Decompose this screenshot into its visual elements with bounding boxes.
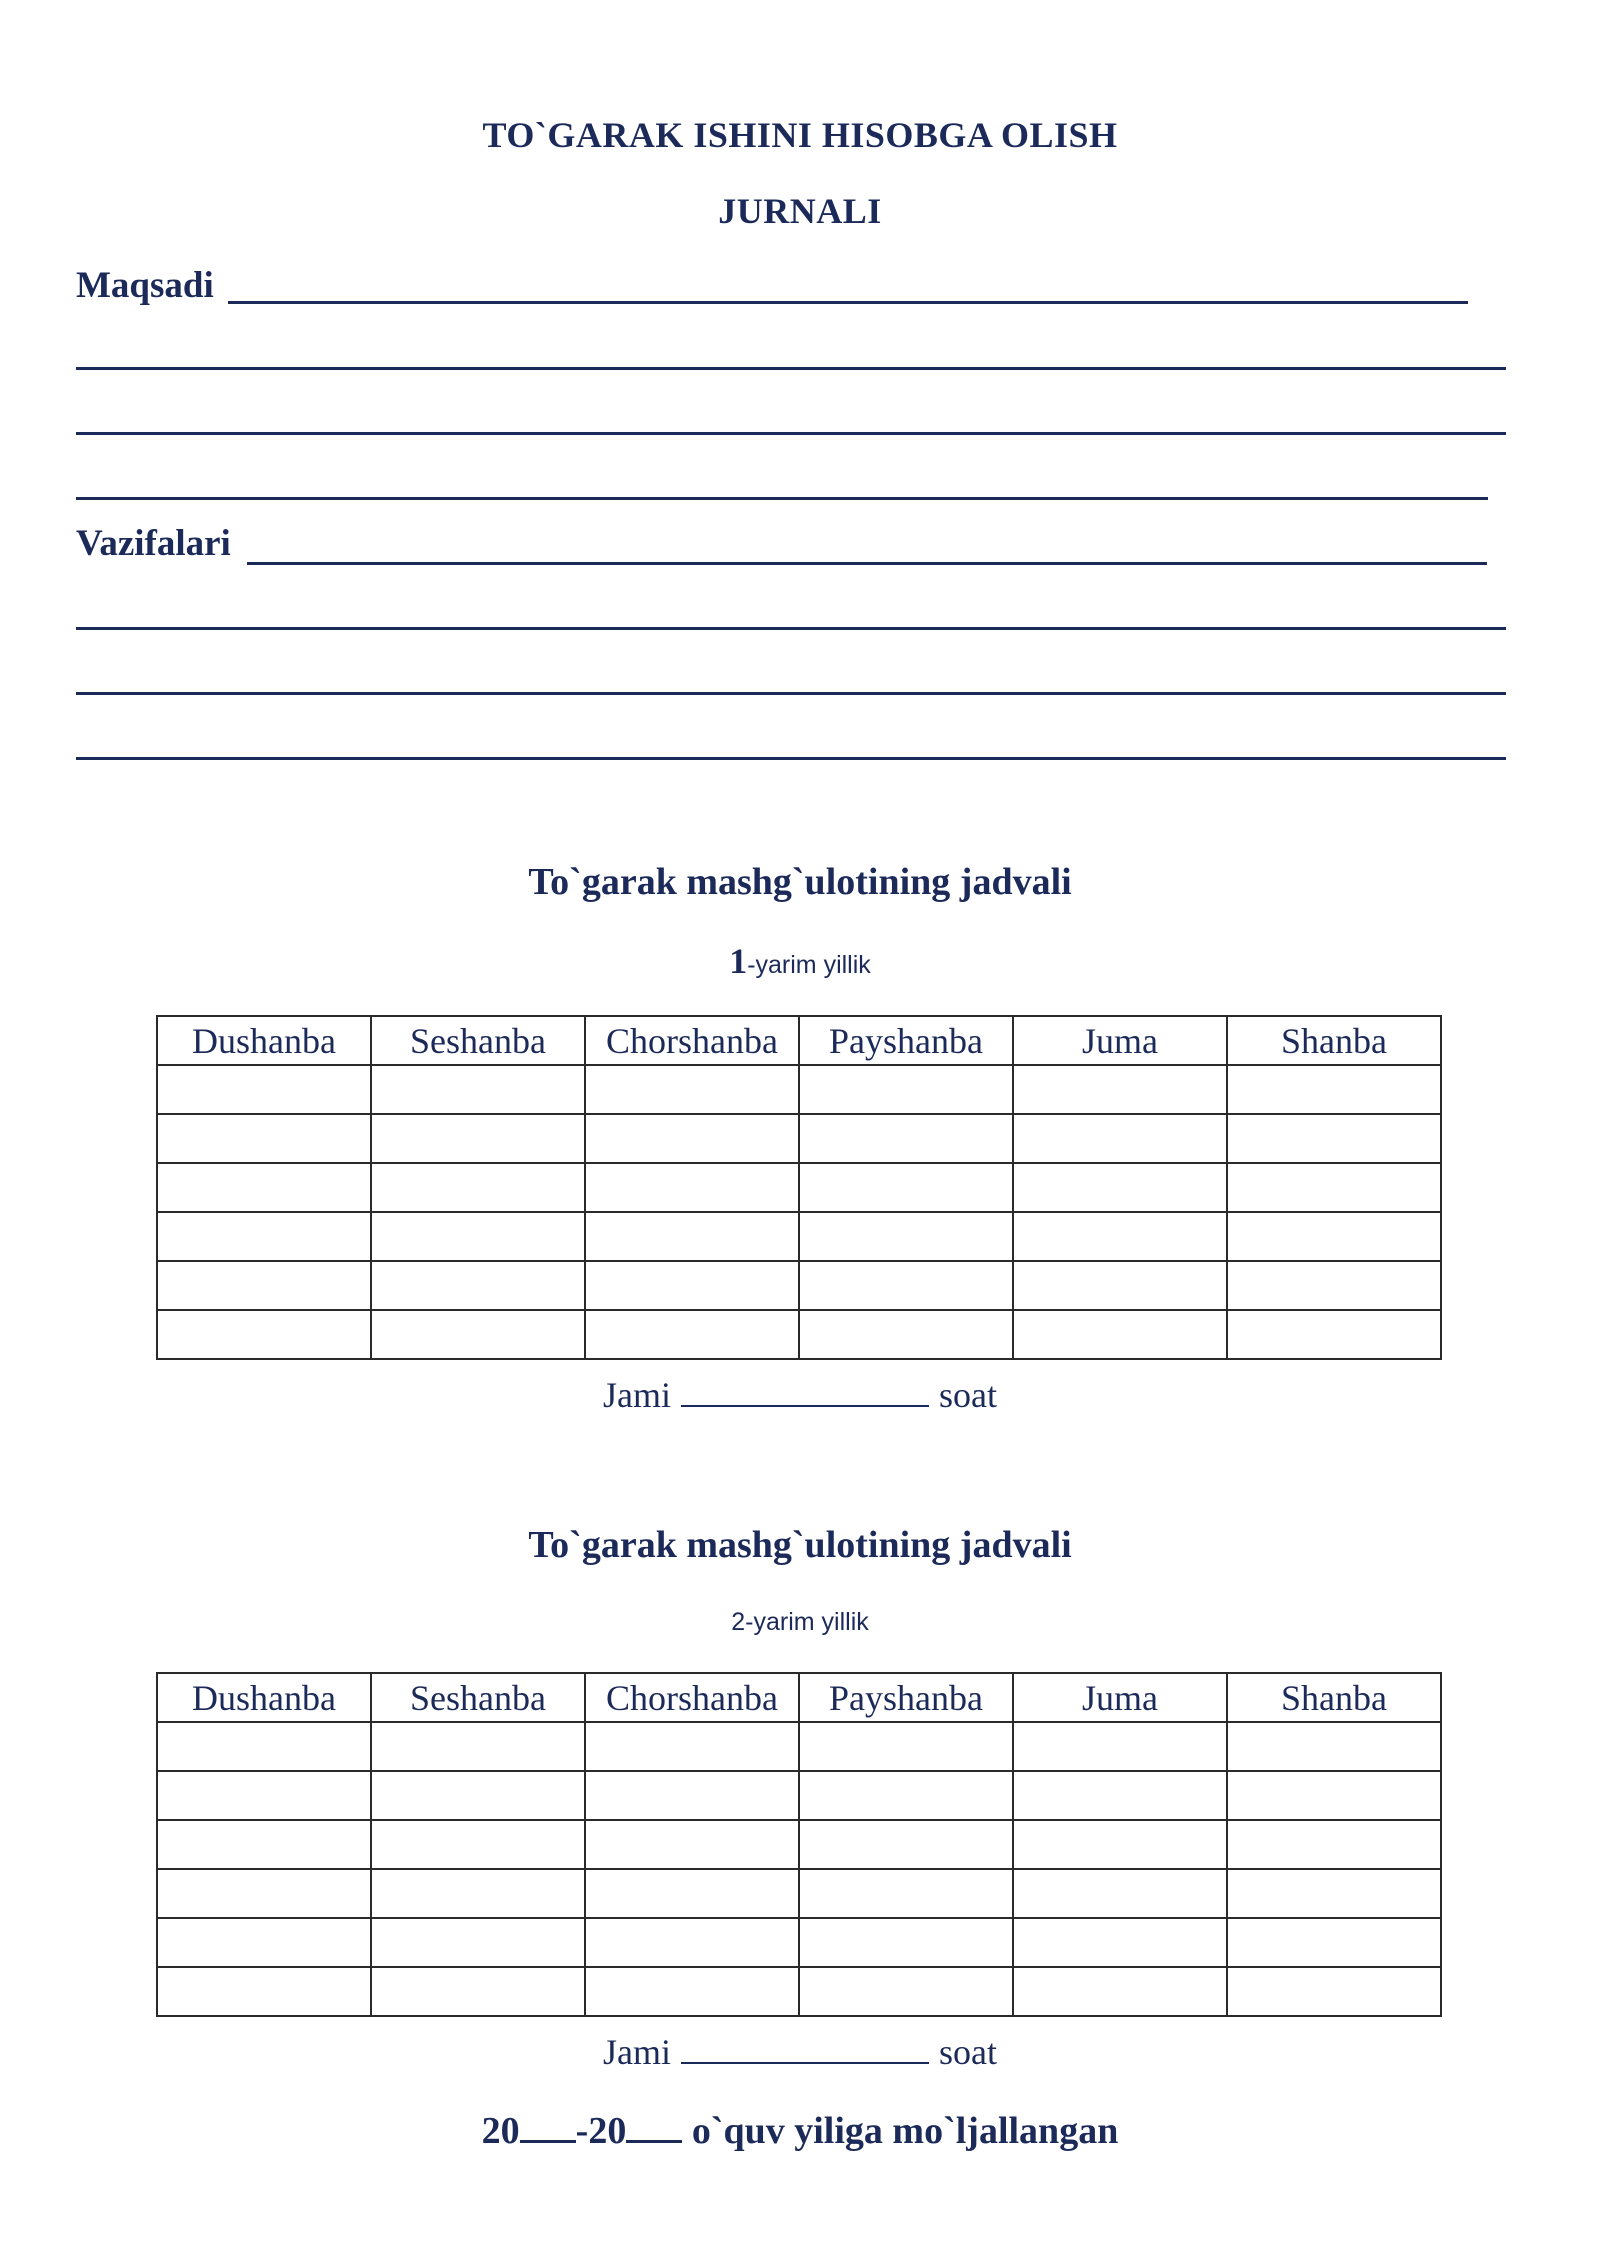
schedule1-body bbox=[157, 1065, 1441, 1359]
schedule-cell[interactable] bbox=[585, 1771, 799, 1820]
schedule2-title: To`garak mashg`ulotining jadvali bbox=[528, 1524, 1072, 1566]
schedule1-title: To`garak mashg`ulotining jadvali bbox=[528, 861, 1072, 903]
goal-line-2[interactable] bbox=[76, 367, 1506, 370]
academic-year-line bbox=[0, 2109, 1600, 2153]
schedule-cell[interactable] bbox=[157, 1771, 371, 1820]
schedule-cell[interactable] bbox=[585, 1163, 799, 1212]
schedule-cell[interactable] bbox=[157, 1163, 371, 1212]
schedule-cell[interactable] bbox=[585, 1820, 799, 1869]
schedule-cell[interactable] bbox=[799, 1918, 1013, 1967]
schedule-cell[interactable] bbox=[799, 1163, 1013, 1212]
table-row bbox=[157, 1967, 1441, 2016]
schedule2-day-header: Juma bbox=[1013, 1673, 1227, 1722]
schedule-cell[interactable] bbox=[157, 1065, 371, 1114]
schedule-cell[interactable] bbox=[1227, 1918, 1441, 1967]
table-row bbox=[157, 1310, 1441, 1359]
schedule2-total-unit: soat bbox=[939, 2032, 997, 2072]
schedule1-total bbox=[0, 1374, 1600, 1416]
schedule1-period-text: -yarim yillik bbox=[747, 951, 871, 979]
schedule2-table bbox=[156, 1672, 1442, 2017]
schedule1-day-header: Shanba bbox=[1227, 1016, 1441, 1065]
schedule-cell[interactable] bbox=[1013, 1310, 1227, 1359]
schedule-cell[interactable] bbox=[371, 1212, 585, 1261]
schedule-cell[interactable] bbox=[1013, 1114, 1227, 1163]
schedule2-total bbox=[0, 2031, 1600, 2073]
schedule-cell[interactable] bbox=[1013, 1261, 1227, 1310]
schedule-cell[interactable] bbox=[371, 1918, 585, 1967]
schedule-cell[interactable] bbox=[1013, 1212, 1227, 1261]
journal-title-line1: TO`GARAK ISHINI HISOBGA OLISH bbox=[482, 115, 1118, 155]
schedule-cell[interactable] bbox=[1013, 1918, 1227, 1967]
schedule-cell[interactable] bbox=[157, 1869, 371, 1918]
schedule2-day-header: Seshanba bbox=[371, 1673, 585, 1722]
schedule-cell[interactable] bbox=[1013, 1820, 1227, 1869]
schedule-cell[interactable] bbox=[585, 1722, 799, 1771]
schedule1-day-header: Chorshanba bbox=[585, 1016, 799, 1065]
year-mid: -20 bbox=[575, 2110, 627, 2152]
schedule-cell[interactable] bbox=[157, 1212, 371, 1261]
tasks-line-1[interactable] bbox=[247, 562, 1487, 565]
schedule-cell[interactable] bbox=[371, 1722, 585, 1771]
schedule-cell[interactable] bbox=[1013, 1722, 1227, 1771]
schedule2-day-header: Chorshanba bbox=[585, 1673, 799, 1722]
table-row bbox=[157, 1918, 1441, 1967]
schedule-cell[interactable] bbox=[799, 1722, 1013, 1771]
schedule-cell[interactable] bbox=[371, 1114, 585, 1163]
schedule-cell[interactable] bbox=[157, 1114, 371, 1163]
schedule-cell[interactable] bbox=[1227, 1869, 1441, 1918]
year-blank-1[interactable] bbox=[520, 2110, 576, 2143]
table-row bbox=[157, 1163, 1441, 1212]
schedule-cell[interactable] bbox=[157, 1820, 371, 1869]
schedule-cell[interactable] bbox=[371, 1771, 585, 1820]
tasks-label: Vazifalari bbox=[76, 523, 231, 564]
schedule2-body bbox=[157, 1722, 1441, 2016]
table-row bbox=[157, 1065, 1441, 1114]
year-suffix: o`quv yiliga mo`ljallangan bbox=[682, 2110, 1119, 2152]
schedule-cell[interactable] bbox=[799, 1869, 1013, 1918]
table-row bbox=[157, 1771, 1441, 1820]
schedule-cell[interactable] bbox=[1227, 1212, 1441, 1261]
year-blank-2[interactable] bbox=[626, 2110, 682, 2143]
schedule1-period-number: 1 bbox=[729, 941, 748, 981]
schedule-cell[interactable] bbox=[1013, 1163, 1227, 1212]
schedule1-day-header: Dushanba bbox=[157, 1016, 371, 1065]
schedule-cell[interactable] bbox=[157, 1261, 371, 1310]
schedule1-total-label: Jami bbox=[603, 1375, 671, 1415]
schedule-cell[interactable] bbox=[157, 1918, 371, 1967]
schedule-cell[interactable] bbox=[585, 1261, 799, 1310]
schedule-cell[interactable] bbox=[799, 1212, 1013, 1261]
schedule-cell[interactable] bbox=[157, 1310, 371, 1359]
schedule1-day-header: Payshanba bbox=[799, 1016, 1013, 1065]
schedule-cell[interactable] bbox=[371, 1869, 585, 1918]
schedule2-day-header: Dushanba bbox=[157, 1673, 371, 1722]
schedule1-day-header: Seshanba bbox=[371, 1016, 585, 1065]
table-row bbox=[157, 1722, 1441, 1771]
schedule-cell[interactable] bbox=[371, 1310, 585, 1359]
goal-line-3[interactable] bbox=[76, 432, 1506, 435]
schedule-cell[interactable] bbox=[799, 1771, 1013, 1820]
goal-line-1[interactable] bbox=[228, 301, 1468, 304]
schedule2-day-header: Shanba bbox=[1227, 1673, 1441, 1722]
schedule1-total-blank[interactable] bbox=[681, 1375, 929, 1407]
schedule-cell[interactable] bbox=[371, 1261, 585, 1310]
schedule-cell[interactable] bbox=[799, 1114, 1013, 1163]
schedule1-total-unit: soat bbox=[939, 1375, 997, 1415]
schedule-cell[interactable] bbox=[799, 1261, 1013, 1310]
schedule1-period bbox=[0, 940, 1600, 982]
schedule2-period: 2-yarim yillik bbox=[731, 1608, 869, 1636]
year-prefix: 20 bbox=[481, 2110, 520, 2152]
schedule-cell[interactable] bbox=[1227, 1114, 1441, 1163]
table-row bbox=[157, 1212, 1441, 1261]
schedule-cell[interactable] bbox=[585, 1065, 799, 1114]
schedule-cell[interactable] bbox=[1227, 1722, 1441, 1771]
schedule-cell[interactable] bbox=[799, 1065, 1013, 1114]
goal-label: Maqsadi bbox=[76, 265, 214, 306]
tasks-line-4[interactable] bbox=[76, 757, 1506, 760]
schedule2-total-label: Jami bbox=[603, 2032, 671, 2072]
schedule-cell[interactable] bbox=[1013, 1771, 1227, 1820]
schedule-cell[interactable] bbox=[585, 1212, 799, 1261]
goal-line-4[interactable] bbox=[76, 497, 1488, 500]
schedule-cell[interactable] bbox=[371, 1163, 585, 1212]
schedule-cell[interactable] bbox=[585, 1114, 799, 1163]
schedule-cell[interactable] bbox=[157, 1967, 371, 2016]
journal-title-line2: JURNALI bbox=[718, 191, 882, 231]
schedule-cell[interactable] bbox=[1227, 1967, 1441, 2016]
schedule1-day-header: Juma bbox=[1013, 1016, 1227, 1065]
schedule-cell[interactable] bbox=[1013, 1065, 1227, 1114]
schedule-cell[interactable] bbox=[585, 1918, 799, 1967]
schedule-cell[interactable] bbox=[1227, 1065, 1441, 1114]
schedule2-total-blank[interactable] bbox=[681, 2032, 929, 2064]
table-row bbox=[157, 1261, 1441, 1310]
schedule-cell[interactable] bbox=[157, 1722, 371, 1771]
schedule-cell[interactable] bbox=[1227, 1310, 1441, 1359]
schedule-cell[interactable] bbox=[1013, 1967, 1227, 2016]
schedule1-table bbox=[156, 1015, 1442, 1360]
schedule-cell[interactable] bbox=[371, 1820, 585, 1869]
schedule-cell[interactable] bbox=[1227, 1820, 1441, 1869]
tasks-line-2[interactable] bbox=[76, 627, 1506, 630]
tasks-line-3[interactable] bbox=[76, 692, 1506, 695]
schedule2-day-header: Payshanba bbox=[799, 1673, 1013, 1722]
schedule-cell[interactable] bbox=[1013, 1869, 1227, 1918]
schedule-cell[interactable] bbox=[1227, 1163, 1441, 1212]
table-row bbox=[157, 1114, 1441, 1163]
schedule-cell[interactable] bbox=[799, 1310, 1013, 1359]
schedule-cell[interactable] bbox=[585, 1310, 799, 1359]
schedule-cell[interactable] bbox=[799, 1820, 1013, 1869]
schedule-cell[interactable] bbox=[371, 1967, 585, 2016]
schedule-cell[interactable] bbox=[585, 1869, 799, 1918]
schedule-cell[interactable] bbox=[799, 1967, 1013, 2016]
schedule-cell[interactable] bbox=[1227, 1771, 1441, 1820]
schedule-cell[interactable] bbox=[585, 1967, 799, 2016]
table-row bbox=[157, 1820, 1441, 1869]
schedule-cell[interactable] bbox=[371, 1065, 585, 1114]
table-row bbox=[157, 1869, 1441, 1918]
schedule-cell[interactable] bbox=[1227, 1261, 1441, 1310]
